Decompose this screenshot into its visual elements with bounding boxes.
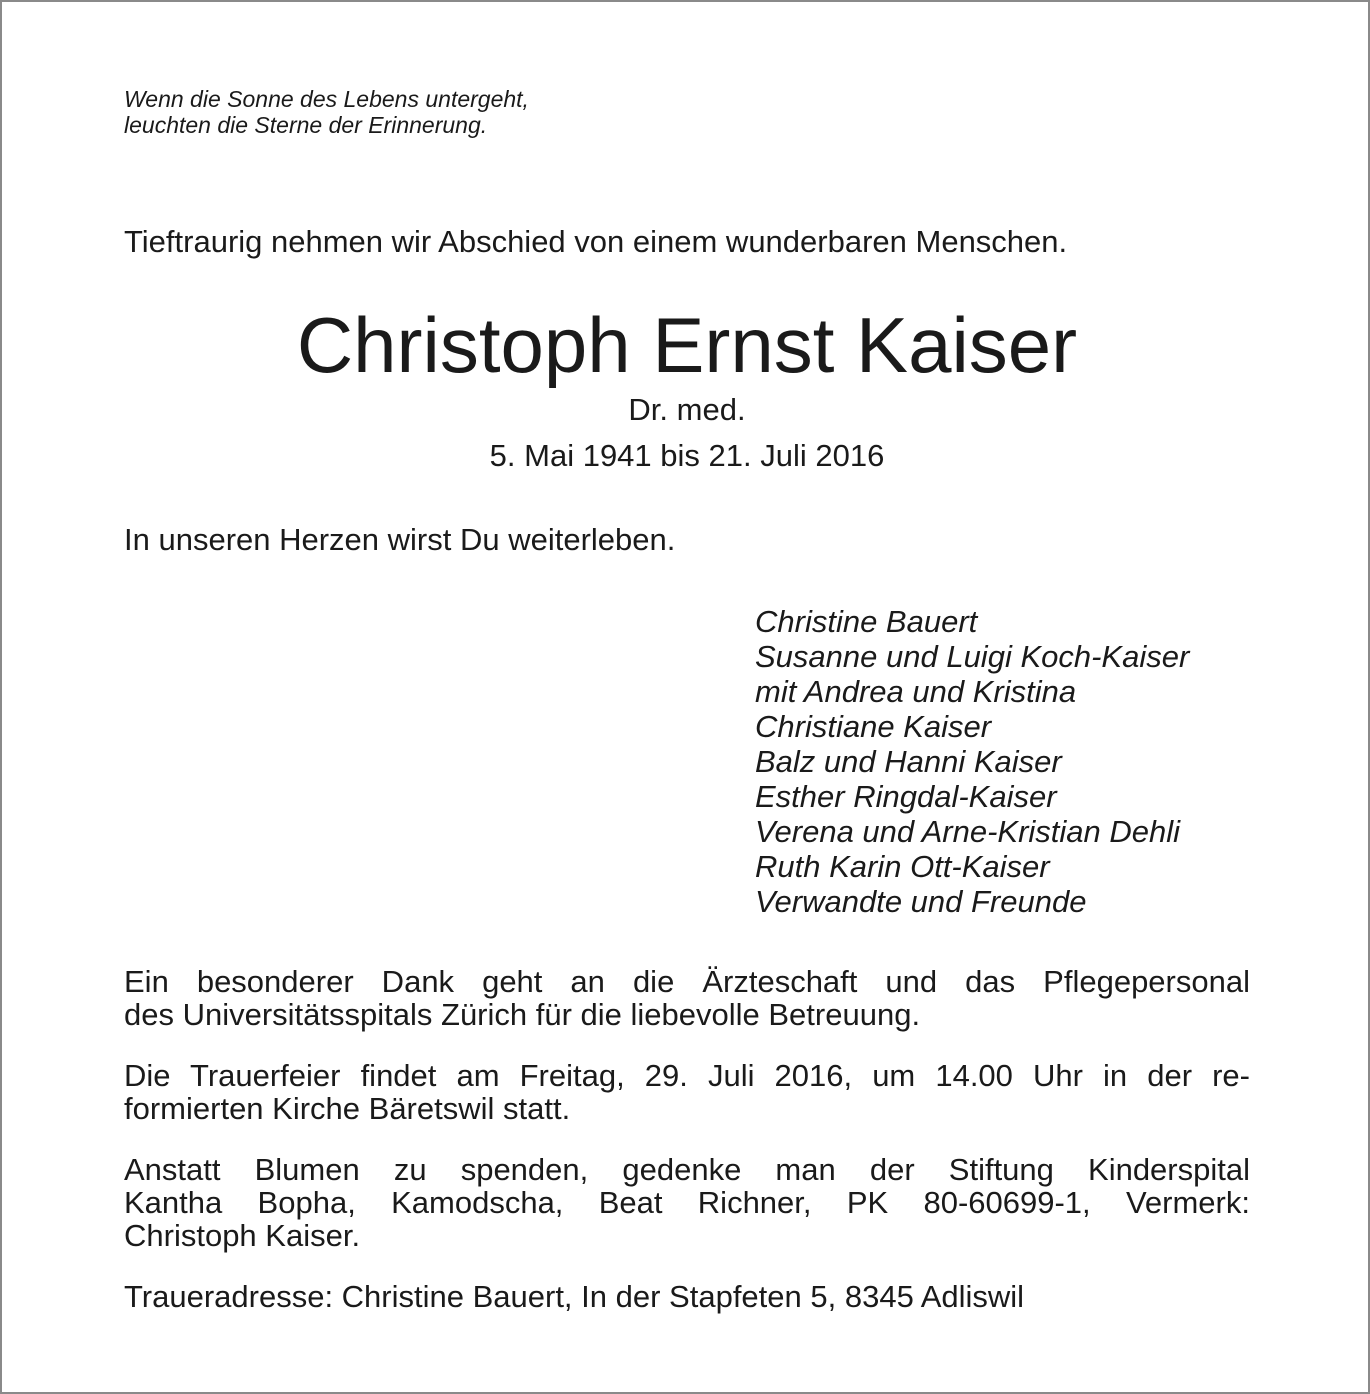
mourner-item: Balz und Hanni Kaiser: [755, 744, 1062, 779]
deceased-dates: 5. Mai 1941 bis 21. Juli 2016: [489, 438, 885, 473]
donation-line-2: Kantha Bopha, Kamodscha, Beat Richner, PK 80-60699-1, Vermerk:: [124, 1185, 1250, 1220]
deceased-name: Christoph Ernst Kaiser: [296, 301, 1078, 389]
donation-line-3: Christoph Kaiser.: [124, 1218, 361, 1253]
motto-line-1: Wenn die Sonne des Lebens untergeht,: [124, 86, 529, 112]
motto-quote: [124, 86, 1250, 138]
mourner-item: Ruth Karin Ott-Kaiser: [755, 849, 1050, 884]
mourner-item: Susanne und Luigi Koch-Kaiser: [755, 639, 1190, 674]
notice-content: [124, 86, 1250, 1313]
mourners-list: [755, 604, 1250, 919]
mourner-item: Esther Ringdal-Kaiser: [755, 779, 1057, 814]
thanks-line-2: des Universitätsspitals Zürich für die liebevolle Betreuung.: [124, 997, 921, 1032]
mourning-address: Traueradresse: Christine Bauert, In der Stapfeten 5, 8345 Adliswil: [124, 1279, 1025, 1314]
farewell-text: In unseren Herzen wirst Du weiterleben.: [124, 522, 676, 557]
deceased-title: Dr. med.: [628, 392, 746, 427]
donation-paragraph: [124, 1153, 1250, 1252]
motto-line-2: leuchten die Sterne der Erinnerung.: [124, 112, 488, 138]
intro-text: Tieftraurig nehmen wir Abschied von einem wunderbaren Menschen.: [124, 224, 1068, 259]
mourner-item: Verena und Arne-Kristian Dehli: [755, 814, 1181, 849]
mourner-item: Verwandte und Freunde: [755, 884, 1087, 919]
mourner-item: Christiane Kaiser: [755, 709, 992, 744]
thanks-paragraph: [124, 965, 1250, 1031]
ceremony-line-2: formierten Kirche Bäretswil statt.: [124, 1091, 571, 1126]
mourner-item: mit Andrea und Kristina: [755, 674, 1077, 709]
donation-line-1: Anstatt Blumen zu spenden, gedenke man der Stiftung Kinderspital: [124, 1152, 1250, 1187]
ceremony-line-1: Die Trauerfeier findet am Freitag, 29. Juli 2016, um 14.00 Uhr in der re-: [124, 1058, 1250, 1093]
thanks-line-1: Ein besonderer Dank geht an die Ärzteschaft und das Pflegepersonal: [124, 964, 1250, 999]
mourner-item: Christine Bauert: [755, 604, 978, 639]
ceremony-paragraph: [124, 1059, 1250, 1125]
